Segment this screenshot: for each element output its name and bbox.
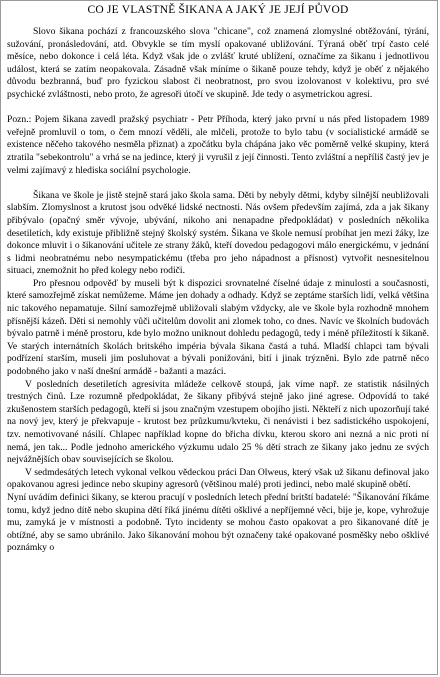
paragraph-school: Šikana ve škole je jistě stejně stará jako škola sama. Děti by nebyly dětmi, kdyby silnější neubližovali slabším. Zlomyslnost a krutost jsou odvěké lidské nectnosti. Nás ovšem především zajímá, zda a jak šikany přibývalo (opačný směr vývoje, ubývání, nikoho ani nenapadne předpokládat) v posledních několika desetiletích, kdy existuje přibližně stejný školský systém. Šikana ve škole nemusí probíhat jen mezi žáky, lze dokonce mluvit i o šikanování učitele ze strany žáků, kteří dovedou pedagogovi málo energickému, v jednání s lidmi neobratnému nebo nesympatickému (třeba pro jeho nápadnost a přísnost) vytvořit nesnesitelnou situaci, znemožnit ho před kolegy nebo rodiči. (7, 189, 429, 277)
paragraph-trend: V posledních desetiletích agresivita mládeže celkově stoupá, jak víme např. ze statistik násilných trestných činů. Lze rozumně předpokládat, že šikany přibývá stejně jako jiné agrese. Odpovídá to také zkušenostem starších pedagogů, kteří si jsou značným vzestupem obojího jisti. Někteří z nich upozorňují také na nový jev, který je překvapuje - krutost bez průzkumu/kvteku, či nenávisti i bez sadistického uspokojení, tzv. nemotivované násilí. Chlapec například kopne do břicha dívku, kterou skoro ani nezná a nic proti ní nemá, jen tak... Podle jednoho amerického výzkumu udalo 25 % dětí strach ze šikany jako jednu ze svých nejvážnějších obav souvisejících se školou. (7, 378, 429, 466)
document-title: CO JE VLASTNĚ ŠIKANA A JAKÝ JE JEJÍ PŮVOD (87, 4, 349, 16)
paragraph-olweus: V sedmdesátých letech vykonal velkou vědeckou práci Dan Olweus, který však už šikanu definoval jako opakovanou agresi jedince nebo skupiny agresorů (většinou malé) proti jedinci, nebo malé skupině obětí. (7, 466, 429, 491)
paragraph-history: Pro přesnou odpověď by museli být k dispozici srovnatelné číselné údaje z minulosti a současnosti, které samozřejmě získat nemůžeme. Máme jen dohady a odhady. Když se zeptáme starších lidí, velká většina nic takového nepamatuje. Silní samozřejmě ubližovali slabým vždycky, ale ve škole byla rozhodně mnohem přísnější kázeň. Děti si nemohly vůči učitelům dovolit ani zlomek toho, co dnes. Navíc ve školních budovách bývalo patrně i méně prostoru, kde bylo možno uniknout dohledu pedagogů, tedy i méně příležitostí k šikaně. Ve starých internátních školách britského impéria bývala šikana častá a tuhá. Mladší chlapci tam bývali podřízení starším, museli jim posluhovat a bývali ponižováni, bití i jinak trýzněni. Bylo zde patrně něco podobného jako v naší dnešní armádě - bažanti a mazáci. (7, 277, 429, 378)
paragraph-gap (7, 102, 429, 115)
paragraph-definition: Slovo šikana pochází z francouzského slova "chicane", což znamená zlomyslné obtěžování, týrání, sužování, pronásledování, atd. Obvykle se tím myslí opakované ubližování. Týraná oběť trpí často celé měsíce, nebo dokonce i celá léta. Když však jde o zvlášť kruté ublížení, označíme za šikanu i jednotlivou událost, která se zatím neopakovala. Zásadně však míníme o šikaně pouze tehdy, když je oběť z nějakého důvodu bezbranná, buď pro fyzickou slabost či neobratnost, pro svou izolovanost v kolektivu, pro své psychické zvláštnosti, nebo proto, že agresoři útočí ve skupině. Jde tedy o asymetrickou agresi. (7, 26, 429, 100)
paragraph-gap (7, 177, 429, 190)
paragraph-british-definition: Nyní uvádím definici šikany, se kterou pracují v posledních letech přední britští badatelé: "Šikanování říkáme tomu, když jedno dítě nebo skupina dětí říká jinému dítěti ošklivé a nepříjemné věci, bije je, kope, vyhrožuje mu, zamyká je v místnosti a podobně. Tyto incidenty se mohou často opakovat a pro šikanované dítě je obtížné, aby se samo ubránilo. Jako šikanování mohou být označeny také opakované posměšky nebo ošklivé poznámky o (7, 491, 429, 554)
paragraph-note: Pozn.: Pojem šikana zavedl pražský psychiatr - Petr Příhoda, který jako první u nás před listopadem 1989 veřejně promluvil o tom, o čem mnozí věděli, ale mlčeli, protože to bylo tabu (v socialistické armádě se existence něčeho takového nesměla přiznat) a zpočátku byla chápána jako věc poměrně velké skupiny, která ztratila "sebekontrolu" a vrhá se na jedince, který ji vyrušil z její činnosti. Tento zvláštní a nepříliš častý jev je velmi zajímavý z hlediska sociální psychologie. (7, 114, 429, 176)
